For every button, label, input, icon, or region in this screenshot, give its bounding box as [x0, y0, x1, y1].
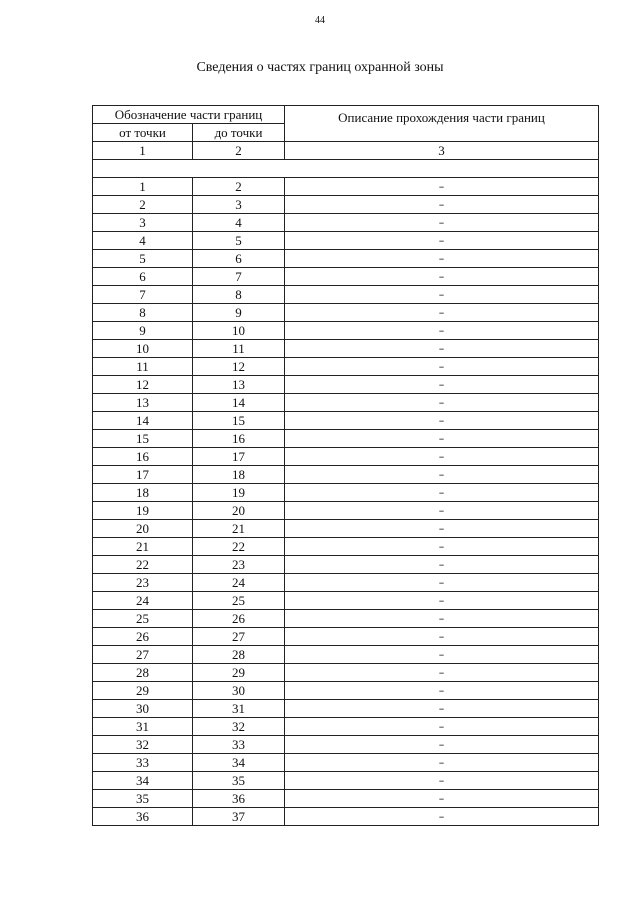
table-row — [93, 808, 599, 826]
to-point-cell: 18 — [193, 466, 285, 484]
description-cell: – — [285, 538, 599, 556]
from-point-cell: 24 — [93, 592, 193, 610]
from-point-cell: 32 — [93, 736, 193, 754]
to-point-cell: 5 — [193, 232, 285, 250]
to-point-cell: 9 — [193, 304, 285, 322]
table-row — [93, 718, 599, 736]
from-point-cell: 19 — [93, 502, 193, 520]
table-row — [93, 700, 599, 718]
description-cell: – — [285, 304, 599, 322]
header-from-point: от точки — [93, 124, 193, 142]
from-point-cell: 35 — [93, 790, 193, 808]
from-point-cell: 6 — [93, 268, 193, 286]
table-row — [93, 484, 599, 502]
to-point-cell: 12 — [193, 358, 285, 376]
table-row — [93, 412, 599, 430]
from-point-cell: 5 — [93, 250, 193, 268]
to-point-cell: 14 — [193, 394, 285, 412]
column-index-3: 3 — [285, 142, 599, 160]
from-point-cell: 28 — [93, 664, 193, 682]
table-row — [93, 250, 599, 268]
from-point-cell: 8 — [93, 304, 193, 322]
description-cell: – — [285, 250, 599, 268]
description-cell: – — [285, 340, 599, 358]
table-row — [93, 196, 599, 214]
from-point-cell: 34 — [93, 772, 193, 790]
to-point-cell: 26 — [193, 610, 285, 628]
table-header-row — [93, 106, 599, 124]
table-row — [93, 376, 599, 394]
from-point-cell: 26 — [93, 628, 193, 646]
table-row — [93, 754, 599, 772]
column-index-row — [93, 142, 599, 160]
to-point-cell: 23 — [193, 556, 285, 574]
column-index-2: 2 — [193, 142, 285, 160]
header-description: Описание прохождения части границ — [285, 106, 599, 142]
to-point-cell: 35 — [193, 772, 285, 790]
description-cell: – — [285, 502, 599, 520]
from-point-cell: 1 — [93, 178, 193, 196]
table-row — [93, 592, 599, 610]
description-cell: – — [285, 358, 599, 376]
table-row — [93, 340, 599, 358]
description-cell: – — [285, 718, 599, 736]
description-cell: – — [285, 610, 599, 628]
description-cell: – — [285, 466, 599, 484]
to-point-cell: 20 — [193, 502, 285, 520]
boundary-parts-table — [92, 105, 599, 826]
description-cell: – — [285, 682, 599, 700]
to-point-cell: 33 — [193, 736, 285, 754]
from-point-cell: 15 — [93, 430, 193, 448]
table-row — [93, 394, 599, 412]
table-row — [93, 286, 599, 304]
description-cell: – — [285, 700, 599, 718]
from-point-cell: 13 — [93, 394, 193, 412]
to-point-cell: 24 — [193, 574, 285, 592]
to-point-cell: 10 — [193, 322, 285, 340]
from-point-cell: 20 — [93, 520, 193, 538]
to-point-cell: 31 — [193, 700, 285, 718]
from-point-cell: 18 — [93, 484, 193, 502]
from-point-cell: 16 — [93, 448, 193, 466]
description-cell: – — [285, 178, 599, 196]
table-row — [93, 448, 599, 466]
description-cell: – — [285, 484, 599, 502]
description-cell: – — [285, 592, 599, 610]
description-cell: – — [285, 268, 599, 286]
table-row — [93, 214, 599, 232]
table-row — [93, 772, 599, 790]
from-point-cell: 2 — [93, 196, 193, 214]
to-point-cell: 11 — [193, 340, 285, 358]
description-cell: – — [285, 754, 599, 772]
to-point-cell: 13 — [193, 376, 285, 394]
to-point-cell: 8 — [193, 286, 285, 304]
table-row — [93, 628, 599, 646]
table-row — [93, 430, 599, 448]
from-point-cell: 31 — [93, 718, 193, 736]
table-row — [93, 520, 599, 538]
table-row — [93, 682, 599, 700]
from-point-cell: 17 — [93, 466, 193, 484]
description-cell: – — [285, 214, 599, 232]
to-point-cell: 2 — [193, 178, 285, 196]
table-row — [93, 322, 599, 340]
description-cell: – — [285, 322, 599, 340]
to-point-cell: 17 — [193, 448, 285, 466]
from-point-cell: 36 — [93, 808, 193, 826]
description-cell: – — [285, 376, 599, 394]
section-blank-cell — [93, 160, 599, 178]
from-point-cell: 30 — [93, 700, 193, 718]
description-cell: – — [285, 574, 599, 592]
document-title: Сведения о частях границ охранной зоны — [196, 60, 444, 75]
to-point-cell: 34 — [193, 754, 285, 772]
to-point-cell: 29 — [193, 664, 285, 682]
table-row — [93, 646, 599, 664]
description-cell: – — [285, 790, 599, 808]
from-point-cell: 22 — [93, 556, 193, 574]
table-row — [93, 538, 599, 556]
description-cell: – — [285, 232, 599, 250]
from-point-cell: 21 — [93, 538, 193, 556]
description-cell: – — [285, 808, 599, 826]
description-cell: – — [285, 520, 599, 538]
table-row — [93, 232, 599, 250]
description-cell: – — [285, 286, 599, 304]
page-number: 44 — [315, 15, 325, 26]
from-point-cell: 7 — [93, 286, 193, 304]
column-index-1: 1 — [93, 142, 193, 160]
table-row — [93, 574, 599, 592]
to-point-cell: 28 — [193, 646, 285, 664]
to-point-cell: 15 — [193, 412, 285, 430]
from-point-cell: 29 — [93, 682, 193, 700]
to-point-cell: 22 — [193, 538, 285, 556]
to-point-cell: 27 — [193, 628, 285, 646]
description-cell: – — [285, 664, 599, 682]
from-point-cell: 3 — [93, 214, 193, 232]
description-cell: – — [285, 412, 599, 430]
from-point-cell: 25 — [93, 610, 193, 628]
from-point-cell: 27 — [93, 646, 193, 664]
table-row — [93, 358, 599, 376]
from-point-cell: 12 — [93, 376, 193, 394]
to-point-cell: 32 — [193, 718, 285, 736]
header-to-point: до точки — [193, 124, 285, 142]
table-row — [93, 664, 599, 682]
to-point-cell: 16 — [193, 430, 285, 448]
description-cell: – — [285, 394, 599, 412]
table-row — [93, 304, 599, 322]
table-row — [93, 268, 599, 286]
to-point-cell: 3 — [193, 196, 285, 214]
to-point-cell: 7 — [193, 268, 285, 286]
table-row — [93, 736, 599, 754]
description-cell: – — [285, 772, 599, 790]
to-point-cell: 37 — [193, 808, 285, 826]
to-point-cell: 4 — [193, 214, 285, 232]
description-cell: – — [285, 628, 599, 646]
from-point-cell: 14 — [93, 412, 193, 430]
description-cell: – — [285, 736, 599, 754]
table-row — [93, 502, 599, 520]
description-cell: – — [285, 430, 599, 448]
from-point-cell: 9 — [93, 322, 193, 340]
from-point-cell: 23 — [93, 574, 193, 592]
from-point-cell: 4 — [93, 232, 193, 250]
to-point-cell: 36 — [193, 790, 285, 808]
table-row — [93, 790, 599, 808]
to-point-cell: 6 — [193, 250, 285, 268]
description-cell: – — [285, 646, 599, 664]
description-cell: – — [285, 448, 599, 466]
section-blank-row — [93, 160, 599, 178]
to-point-cell: 19 — [193, 484, 285, 502]
table-row — [93, 466, 599, 484]
from-point-cell: 33 — [93, 754, 193, 772]
table-row — [93, 178, 599, 196]
from-point-cell: 10 — [93, 340, 193, 358]
to-point-cell: 25 — [193, 592, 285, 610]
description-cell: – — [285, 196, 599, 214]
table-row — [93, 610, 599, 628]
description-cell: – — [285, 556, 599, 574]
to-point-cell: 21 — [193, 520, 285, 538]
to-point-cell: 30 — [193, 682, 285, 700]
table-row — [93, 556, 599, 574]
header-part-designation: Обозначение части границ — [93, 106, 285, 124]
from-point-cell: 11 — [93, 358, 193, 376]
